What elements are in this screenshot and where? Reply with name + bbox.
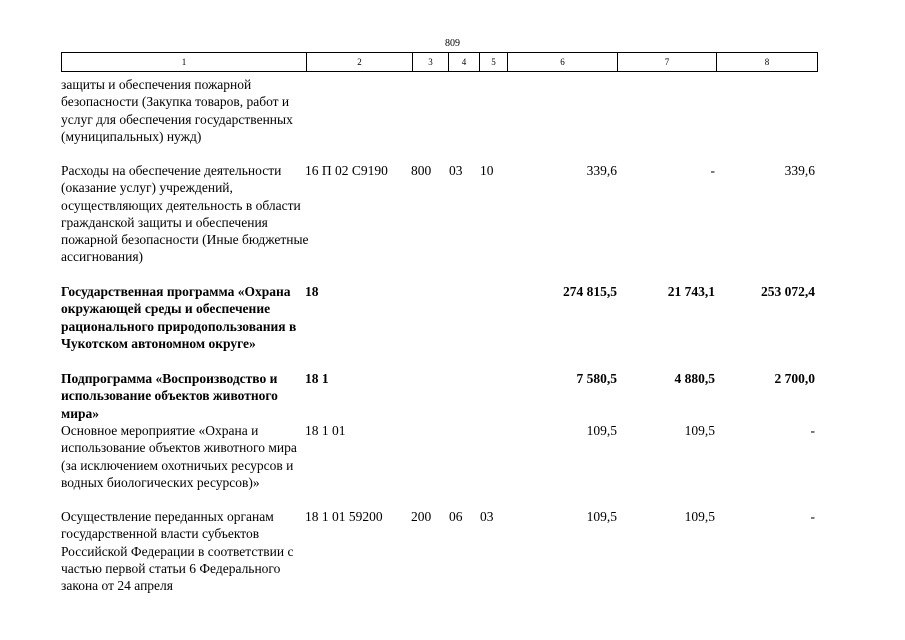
row-value-col7: - <box>710 163 715 178</box>
row-value-col8: 253 072,4 <box>761 284 815 299</box>
row-name: Подпрограмма «Воспроизводство и использование объектов животного мира» <box>61 371 278 421</box>
row-value-col8: 2 700,0 <box>774 371 815 386</box>
row-value-col6: 7 580,5 <box>576 371 617 386</box>
row-section: 06 <box>449 509 463 524</box>
row-expense-type: 800 <box>411 163 432 178</box>
row-name: Осуществление переданных органам государственной власти субъектов Российской Федерации в соответствии с частью первой статьи 6 Федерального закона от 24 апреля <box>61 509 294 594</box>
row-value-col8: - <box>810 423 815 438</box>
header-col-2: 2 <box>307 53 413 72</box>
row-code: 18 <box>305 284 319 299</box>
table-header <box>61 52 818 72</box>
row-value-col7: 21 743,1 <box>667 284 715 299</box>
row-name: Расходы на обеспечение деятельности (оказание услуг) учреждений, осуществляющих деятельность в области гражданской защиты и обеспечения пожарной безопасности (Иные бюджетные ассигнования) <box>61 163 309 265</box>
row-value-col8: 339,6 <box>784 163 815 178</box>
row-name: защиты и обеспечения пожарной безопасности (Закупка товаров, работ и услуг для обеспечения государственных (муниципальных) нужд) <box>61 77 293 144</box>
row-value-col6: 109,5 <box>586 423 617 438</box>
row-name: Государственная программа «Охрана окружающей среды и обеспечение рационального природопользования в Чукотском автономном округе» <box>61 284 297 351</box>
row-code: 18 1 <box>305 371 329 386</box>
row-value-col7: 109,5 <box>684 423 715 438</box>
row-code: 16 П 02 С9190 <box>305 163 388 178</box>
row-value-col6: 274 815,5 <box>563 284 617 299</box>
row-subsection: 10 <box>480 163 494 178</box>
header-col-4: 4 <box>449 53 480 72</box>
row-name: Основное мероприятие «Охрана и использование объектов животного мира (за исключением охотничьих ресурсов и водных биологических ресурсов)» <box>61 423 297 490</box>
row-subsection: 03 <box>480 509 494 524</box>
row-section: 03 <box>449 163 463 178</box>
row-value-col7: 109,5 <box>684 509 715 524</box>
row-value-col6: 339,6 <box>586 163 617 178</box>
header-col-8: 8 <box>717 53 818 72</box>
header-col-7: 7 <box>618 53 717 72</box>
row-expense-type: 200 <box>411 509 432 524</box>
header-col-6: 6 <box>508 53 618 72</box>
row-value-col6: 109,5 <box>586 509 617 524</box>
page-number: 809 <box>445 38 460 49</box>
header-col-5: 5 <box>480 53 508 72</box>
row-code: 18 1 01 59200 <box>305 509 383 524</box>
header-col-3: 3 <box>413 53 449 72</box>
row-code: 18 1 01 <box>305 423 346 438</box>
row-value-col8: - <box>810 509 815 524</box>
row-value-col7: 4 880,5 <box>674 371 715 386</box>
header-col-1: 1 <box>62 53 307 72</box>
